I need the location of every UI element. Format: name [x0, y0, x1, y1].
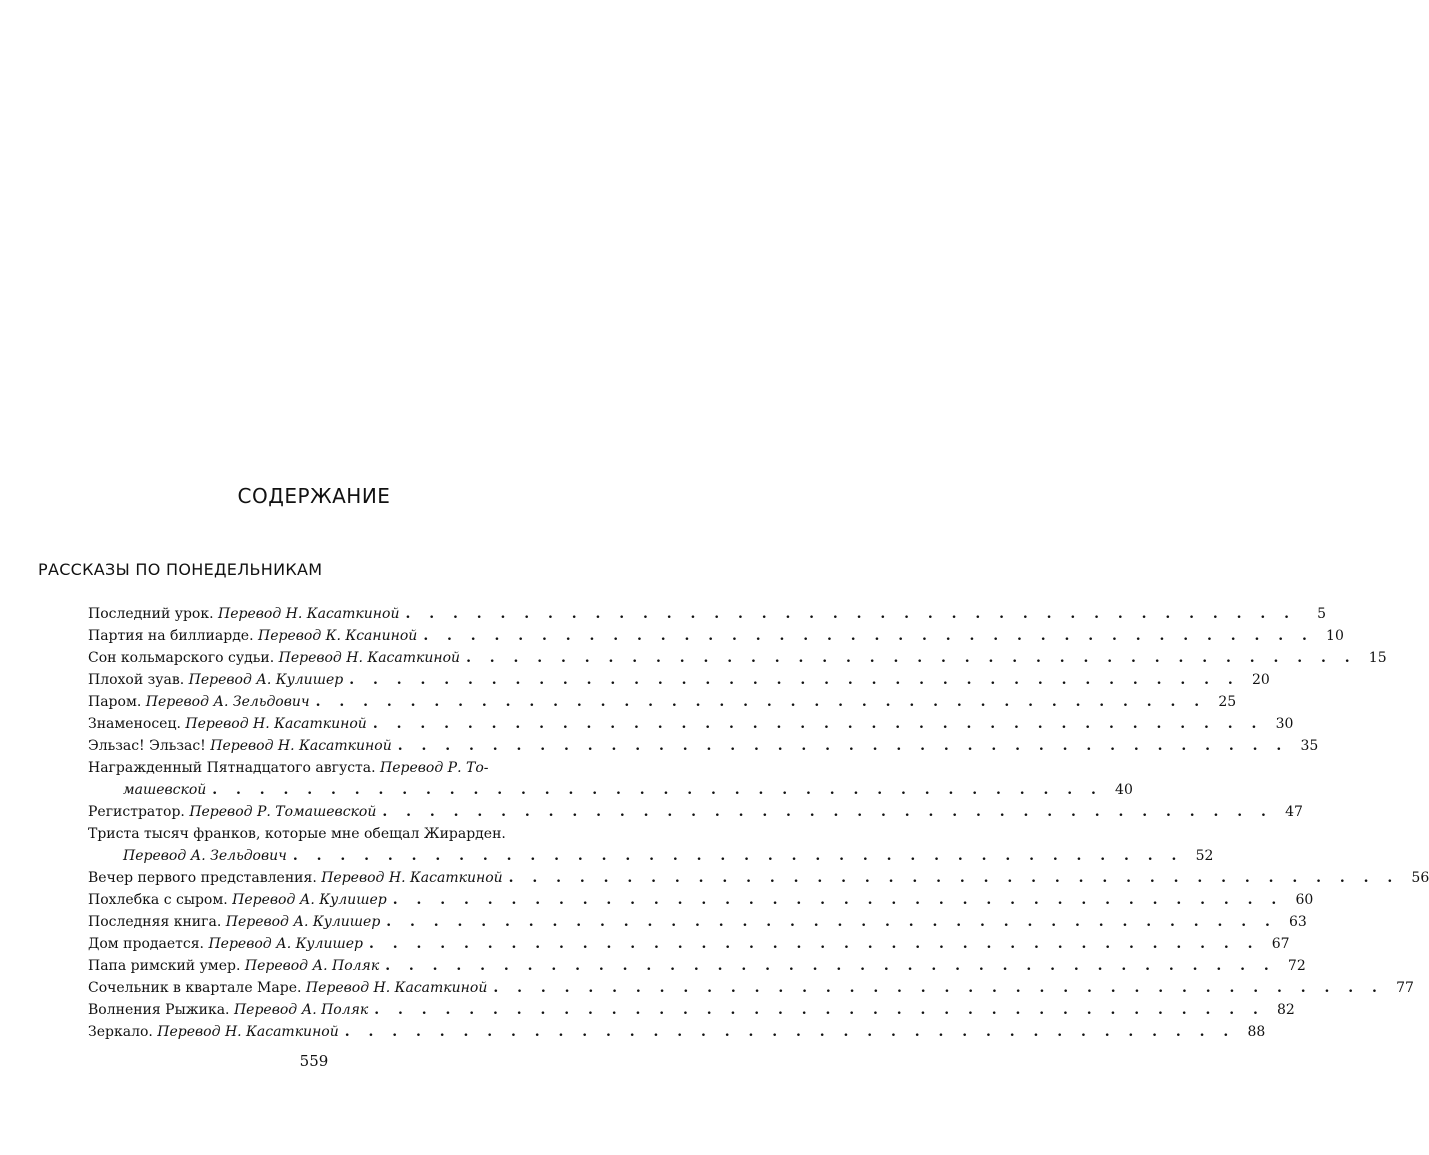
entry-translator: Перевод А. Кулишер [188, 672, 344, 688]
dot-leader: . . . . . . . . . . . . . . . . . . . . . . . . . . . . . . . . . . . . . . [372, 716, 1264, 732]
dot-leader: . . . . . . . . . . . . . . . . . . . . . . . . . . . . . . . . . . . . . . [397, 738, 1289, 754]
entry-title: Последний урок. [88, 606, 214, 622]
dot-leader: . . . . . . . . . . . . . . . . . . . . . . . . . . . . . . . . . . . . . . [315, 694, 1207, 710]
entry-title: Дом продается. [88, 936, 204, 952]
page-number: 559 [299, 1052, 329, 1070]
toc-entry [88, 735, 1319, 757]
entry-title-group [88, 1021, 339, 1043]
entry-page: 20 [1251, 672, 1270, 688]
dot-leader: . . . . . . . . . . . . . . . . . . . . . . . . . . . . . . . . . . . . . . [405, 606, 1297, 622]
entry-title-group [88, 977, 487, 999]
entry-title: Папа римский умер. [88, 958, 241, 974]
entry-title-group [88, 889, 387, 911]
entry-translator: Перевод Н. Касаткиной [218, 606, 400, 622]
entry-title-group [88, 955, 379, 977]
entry-title-group [88, 999, 368, 1021]
dot-leader: . . . . . . . . . . . . . . . . . . . . . . . . . . . . . . . . . . . . . . [392, 892, 1284, 908]
toc-entry [88, 669, 1270, 691]
dot-leader: . . . . . . . . . . . . . . . . . . . . . . . . . . . . . . . . . . . . . . [382, 804, 1273, 820]
dot-leader: . . . . . . . . . . . . . . . . . . . . . . . . . . . . . . . . . . . . . . [508, 870, 1400, 886]
toc-entry [88, 1021, 1266, 1043]
entry-translator: Перевод Н. Касаткиной [157, 1024, 339, 1040]
page-title: СОДЕРЖАНИЕ [237, 484, 391, 508]
entry-page: 67 [1271, 936, 1290, 952]
entry-page: 60 [1295, 892, 1314, 908]
toc-entry [88, 625, 1344, 647]
entry-translator: Перевод А. Кулишер [232, 892, 387, 908]
entry-translator: Перевод А. Кулишер [208, 936, 363, 952]
toc-entry [88, 933, 1290, 955]
dot-leader: . . . . . . . . . . . . . . . . . . . . . . . . . . . . . . . . . . . . . . [385, 958, 1276, 974]
entry-translator: Перевод К. Ксаниной [258, 628, 418, 644]
toc-entry-line [88, 845, 1214, 867]
entry-title: Партия на биллиарде. [88, 628, 254, 644]
entry-page: 10 [1326, 628, 1344, 644]
entry-page: 72 [1287, 958, 1306, 974]
toc-entry [88, 911, 1307, 933]
entry-title: Сон кольмарского судьи. [88, 650, 275, 666]
dot-leader: . . . . . . . . . . . . . . . . . . . . . . . . . . . . . . . . . . . . . . [423, 628, 1314, 644]
entry-page: 88 [1247, 1024, 1266, 1040]
entry-title: Паром. [88, 694, 142, 710]
entry-title-group [88, 647, 460, 669]
entry-translator: Перевод А. Зельдович [145, 694, 310, 710]
entry-title-group [88, 801, 376, 823]
toc-entry [88, 889, 1314, 911]
dot-leader: . . . . . . . . . . . . . . . . . . . . . . . . . . . . . . . . . . . . . . [212, 782, 1103, 798]
entry-page: 40 [1115, 782, 1133, 798]
toc-entry [88, 603, 1327, 625]
entry-translator: Перевод Н. Касаткиной [210, 738, 392, 754]
entry-title-group [88, 625, 417, 647]
dot-leader: . . . . . . . . . . . . . . . . . . . . . . . . . . . . . . . . . . . . . . [292, 848, 1184, 864]
dot-leader: . . . . . . . . . . . . . . . . . . . . . . . . . . . . . . . . . . . . . . [466, 650, 1357, 666]
entry-title: Награжденный Пятнадцатого августа. [88, 760, 376, 776]
entry-title: Последняя книга. [88, 914, 222, 930]
entry-title-group [88, 603, 399, 625]
entry-translator: Перевод Н. Касаткиной [185, 716, 367, 732]
entry-title: Триста тысяч франков, которые мне обещал Жирарден. [88, 826, 506, 842]
entry-translator: Перевод Н. Касаткиной [321, 870, 503, 886]
entry-translator: Перевод Н. Касаткиной [305, 980, 488, 996]
entry-title-group [88, 669, 343, 691]
entry-translator-cont: Перевод А. Зельдович [123, 848, 287, 864]
table-of-contents [88, 603, 1429, 1043]
entry-translator-cont: машевской [123, 782, 207, 798]
toc-entry [88, 955, 1306, 977]
entry-title-group [88, 735, 392, 757]
entry-translator: Перевод Н. Касаткиной [278, 650, 461, 666]
toc-entry [88, 977, 1414, 999]
entry-title-group [88, 911, 380, 933]
entry-title: Плохой зуав. [88, 672, 185, 688]
entry-title: Зеркало. [88, 1024, 153, 1040]
entry-page: 15 [1368, 650, 1387, 666]
entry-title: Регистратор. [88, 804, 185, 820]
dot-leader: . . . . . . . . . . . . . . . . . . . . . . . . . . . . . . . . . . . . . . [349, 672, 1240, 688]
dot-leader: . . . . . . . . . . . . . . . . . . . . . . . . . . . . . . . . . . . . . . [344, 1024, 1236, 1040]
entry-title-group [88, 713, 367, 735]
entry-title-group [88, 933, 363, 955]
entry-page: 25 [1218, 694, 1237, 710]
entry-page: 56 [1411, 870, 1429, 886]
entry-translator: Перевод А. Поляк [244, 958, 380, 974]
dot-leader: . . . . . . . . . . . . . . . . . . . . . . . . . . . . . . . . . . . . . . [386, 914, 1277, 930]
dot-leader: . . . . . . . . . . . . . . . . . . . . . . . . . . . . . . . . . . . . . . [374, 1002, 1265, 1018]
entry-title-group [88, 691, 310, 713]
toc-entry [88, 713, 1294, 735]
entry-translator: Перевод Р. То- [380, 760, 489, 776]
toc-entry-line [88, 779, 1133, 801]
entry-page: 5 [1317, 606, 1327, 622]
entry-title-group [88, 867, 503, 889]
entry-translator: Перевод А. Поляк [233, 1002, 369, 1018]
dot-leader: . . . . . . . . . . . . . . . . . . . . . . . . . . . . . . . . . . . . . . [369, 936, 1260, 952]
entry-title: Волнения Рыжика. [88, 1002, 230, 1018]
entry-page: 82 [1277, 1002, 1295, 1018]
toc-entry [88, 999, 1295, 1021]
toc-entry-line [88, 823, 593, 845]
entry-title: Вечер первого представления. [88, 870, 317, 886]
entry-translator: Перевод Р. Томашевской [189, 804, 377, 820]
entry-page: 63 [1289, 914, 1307, 930]
entry-page: 52 [1195, 848, 1214, 864]
entry-title: Знаменосец. [88, 716, 181, 732]
dot-leader: . . . . . . . . . . . . . . . . . . . . . . . . . . . . . . . . . . . . . . [493, 980, 1384, 996]
entry-title: Похлебка с сыром. [88, 892, 228, 908]
toc-entry-line [88, 757, 593, 779]
entry-page: 30 [1275, 716, 1294, 732]
entry-title: Эльзас! Эльзас! [88, 738, 206, 754]
entry-page: 35 [1300, 738, 1319, 754]
toc-entry [88, 867, 1429, 889]
entry-page: 77 [1396, 980, 1414, 996]
entry-page: 47 [1285, 804, 1303, 820]
toc-entry [88, 647, 1387, 669]
toc-entry [88, 691, 1237, 713]
entry-translator: Перевод А. Кулишер [225, 914, 381, 930]
entry-title: Сочельник в квартале Маре. [88, 980, 302, 996]
toc-entry [88, 801, 1303, 823]
section-title: РАССКАЗЫ ПО ПОНЕДЕЛЬНИКАМ [38, 560, 323, 579]
